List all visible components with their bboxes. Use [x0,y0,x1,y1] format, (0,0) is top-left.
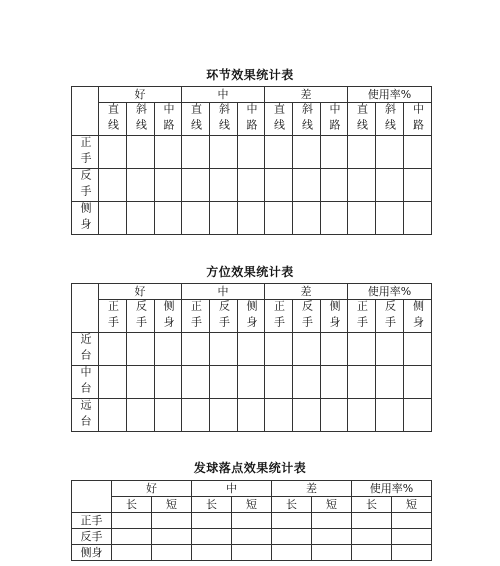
group-header-good: 好 [112,481,192,497]
row-label-backhand: 反手 [72,169,99,202]
subheader-backhand: 反手 [210,300,238,333]
table-title: 发球落点效果统计表 [193,461,307,475]
subheader-pivot: 侧身 [155,300,182,333]
table-title: 环节效果统计表 [206,68,294,82]
subheader-long: 长 [192,497,232,513]
table-row [72,169,432,202]
subheader-long: 长 [352,497,392,513]
position-effect-table [71,283,432,432]
serve-placement-table [71,480,432,561]
group-header-medium: 中 [182,284,265,300]
subheader-short: 短 [392,497,432,513]
subheader-middle: 中路 [404,103,432,136]
row-label-backhand: 反手 [72,529,112,545]
subheader-pivot: 侧身 [404,300,432,333]
table-row [72,333,432,366]
group-header-good: 好 [99,87,182,103]
subheader-diagonal: 斜线 [376,103,404,136]
subheader-middle: 中路 [238,103,265,136]
corner-cell [72,87,99,136]
subheader-diagonal: 斜线 [210,103,238,136]
subheader-straight: 直线 [182,103,210,136]
group-header-poor: 差 [265,284,348,300]
group-header-poor: 差 [265,87,348,103]
subheader-forehand: 正手 [182,300,210,333]
subheader-long: 长 [272,497,312,513]
table-row [72,529,432,545]
group-header-good: 好 [99,284,182,300]
corner-cell [72,284,99,333]
table-row [72,399,432,432]
row-label-pivot: 侧身 [72,202,99,235]
group-header-poor: 差 [272,481,352,497]
subheader-straight: 直线 [99,103,127,136]
subheader-straight: 直线 [348,103,376,136]
subheader-pivot: 侧身 [238,300,265,333]
subheader-pivot: 侧身 [321,300,348,333]
subheader-backhand: 反手 [293,300,321,333]
corner-cell [72,481,112,513]
subheader-long: 长 [112,497,152,513]
subheader-forehand: 正手 [265,300,293,333]
row-label-mid-table: 中台 [72,366,99,399]
subheader-middle: 中路 [155,103,182,136]
table-row [72,545,432,561]
subheader-backhand: 反手 [376,300,404,333]
group-header-usage-rate: 使用率% [348,87,432,103]
subheader-short: 短 [312,497,352,513]
row-label-pivot: 侧身 [72,545,112,561]
subheader-forehand: 正手 [348,300,376,333]
subheader-short: 短 [232,497,272,513]
subheader-short: 短 [152,497,192,513]
row-label-far-table: 远台 [72,399,99,432]
subheader-forehand: 正手 [99,300,127,333]
table-row [72,202,432,235]
table-row [72,366,432,399]
row-label-forehand: 正手 [72,136,99,169]
subheader-diagonal: 斜线 [127,103,155,136]
subheader-backhand: 反手 [127,300,155,333]
group-header-medium: 中 [192,481,272,497]
row-label-near-table: 近台 [72,333,99,366]
subheader-middle: 中路 [321,103,348,136]
table-row [72,513,432,529]
group-header-medium: 中 [182,87,265,103]
table-title: 方位效果统计表 [206,265,294,279]
subheader-diagonal: 斜线 [293,103,321,136]
group-header-usage-rate: 使用率% [348,284,432,300]
row-label-forehand: 正手 [72,513,112,529]
table-row [72,136,432,169]
subheader-straight: 直线 [265,103,293,136]
link-effect-table [71,86,432,235]
group-header-usage-rate: 使用率% [352,481,432,497]
